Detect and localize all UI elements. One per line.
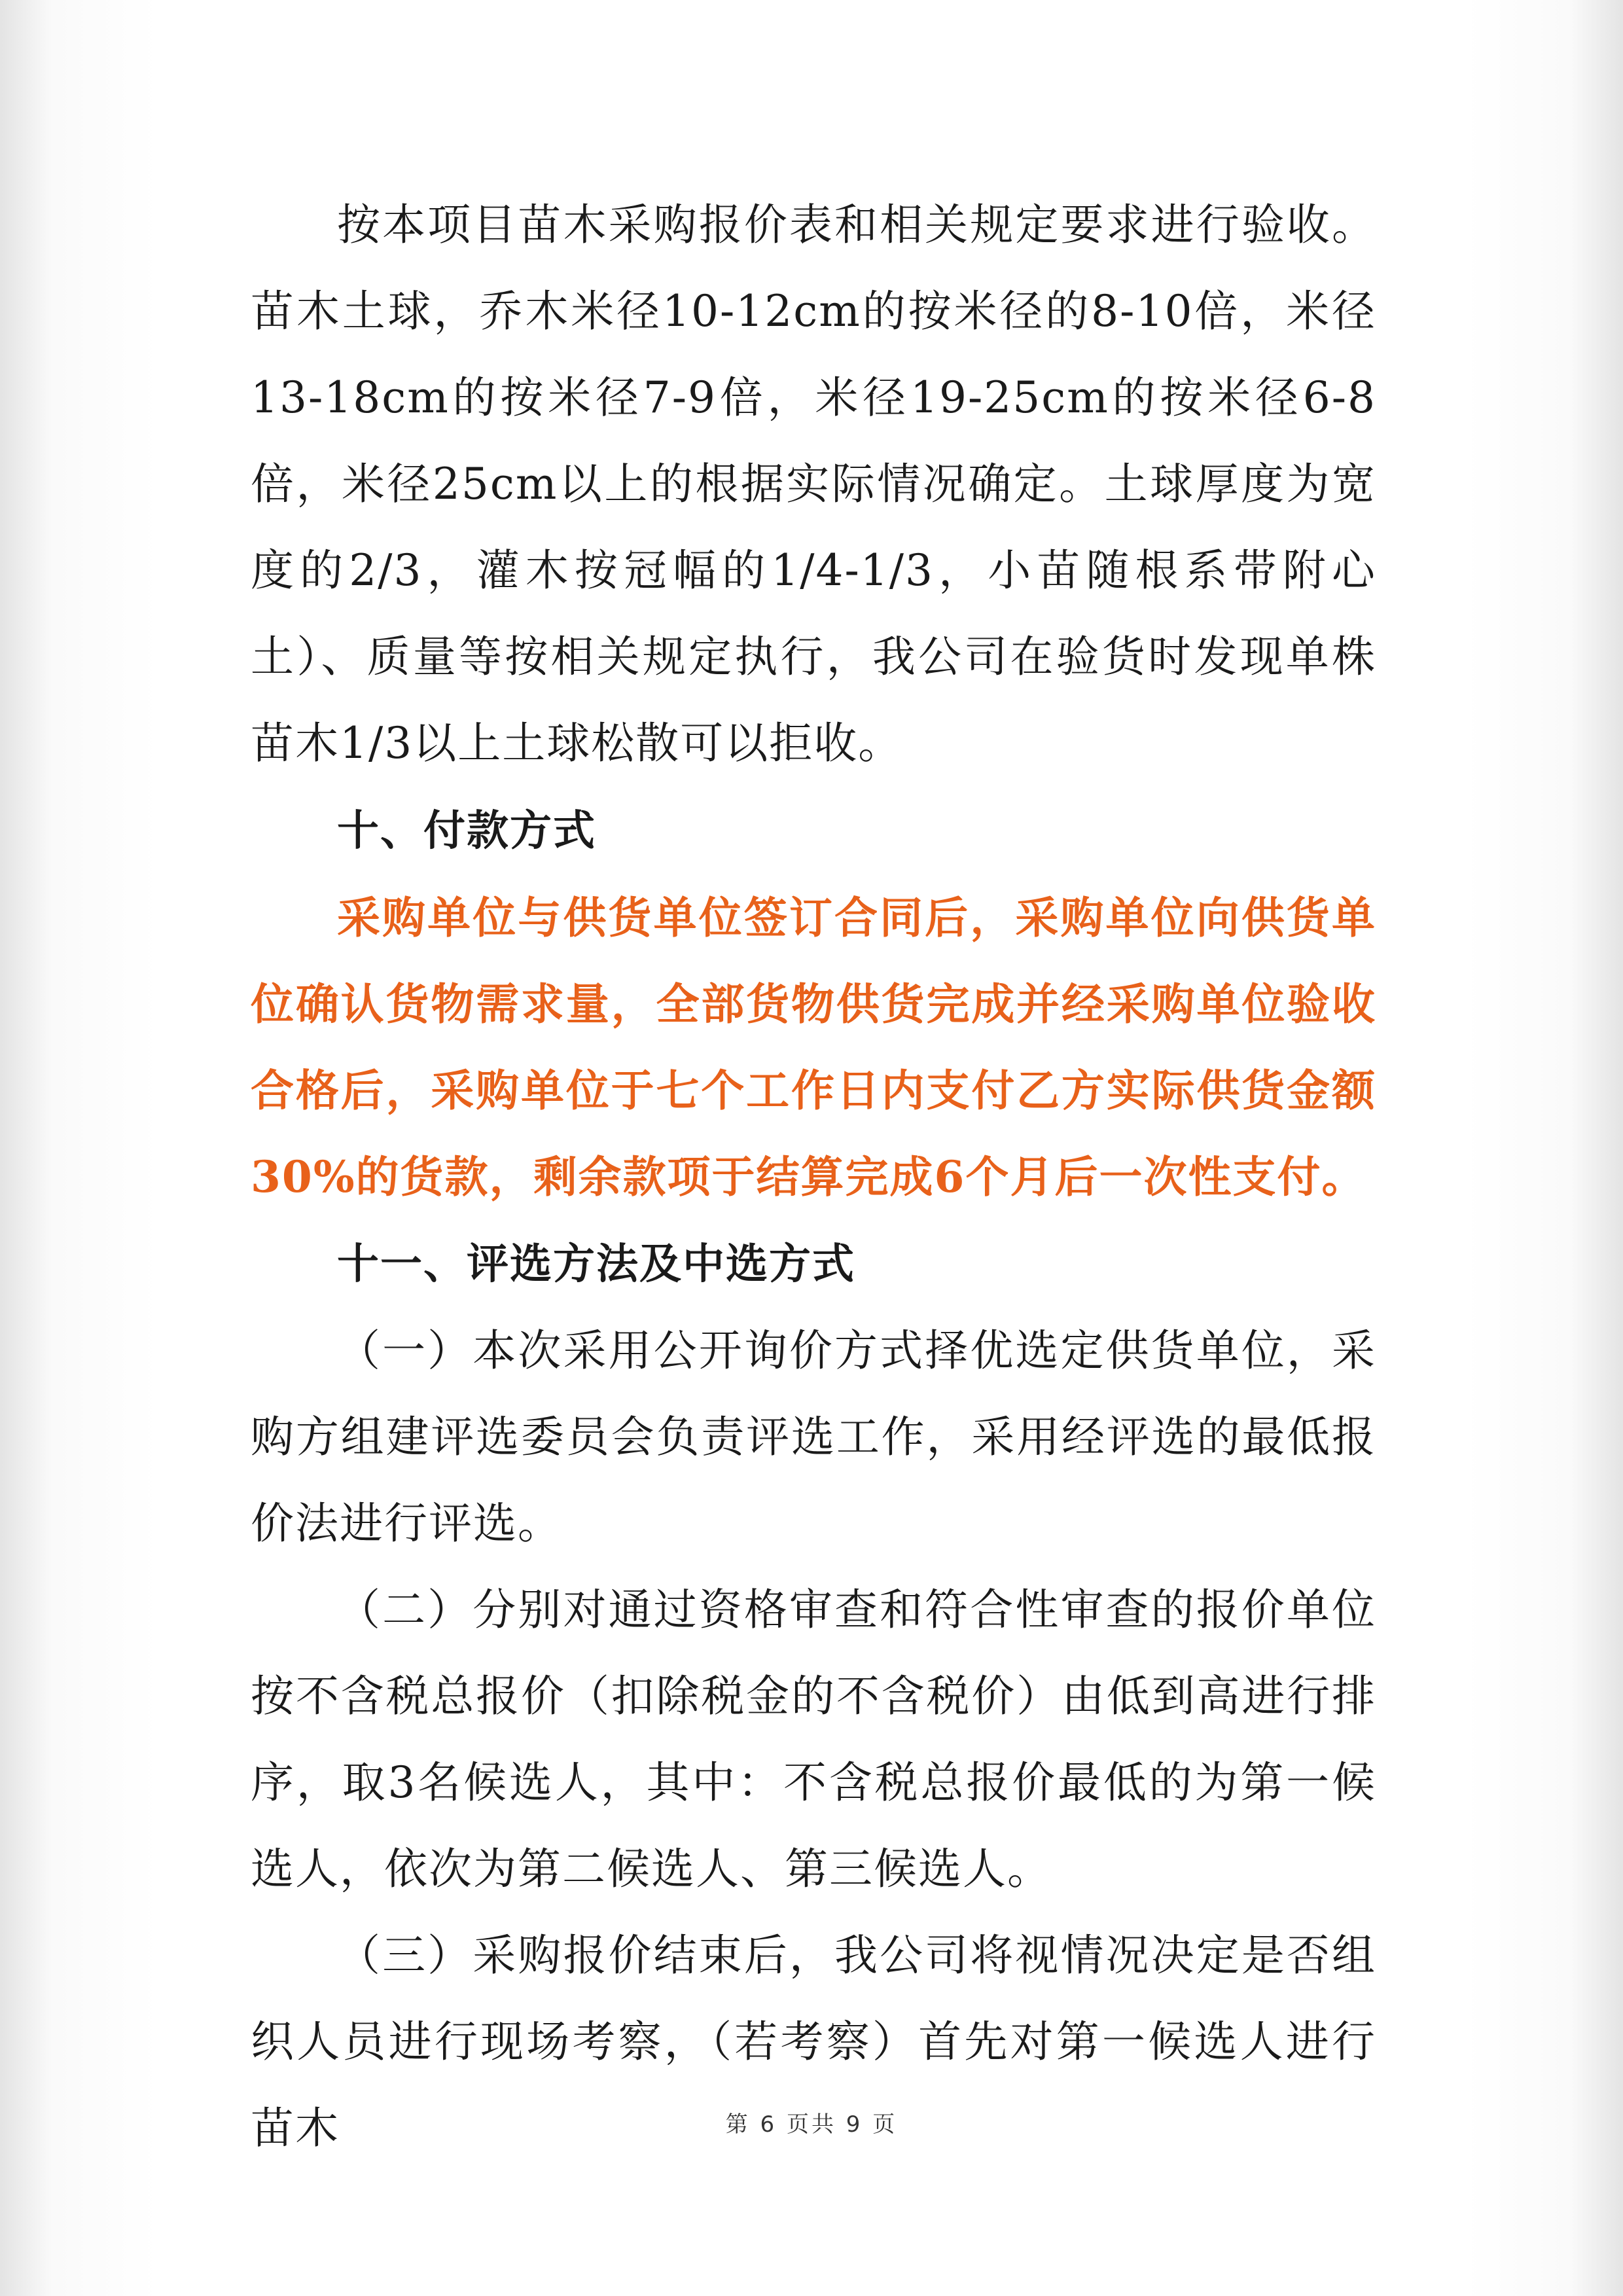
page-number-footer: 第 6 页共 9 页 xyxy=(725,2111,898,2138)
payment-terms-paragraph: 采购单位与供货单位签订合同后，采购单位向供货单位确认货物需求量，全部货物供货完成并经采购单位验收合格后，采购单位于七个工作日内支付乙方实际供货金额30%的货款，剩余款项于结算完成6个月后一次性支付。 xyxy=(251,892,1376,1202)
acceptance-paragraph: 按本项目苗木采购报价表和相关规定要求进行验收。苗木土球，乔木米径10-12cm的按米径的8-10倍，米径13-18cm的按米径7-9倍，米径19-25cm的按米径6-8倍，米径25cm以上的根据实际情况确定。土球厚度为宽度的2/3，灌木按冠幅的1/4-1/3，小苗随根系带附心土）、质量等按相关规定执行，我公司在验货时发现单株苗木1/3以上土球松散可以拒收。 xyxy=(251,200,1376,768)
evaluation-item-1: （一）本次采用公开询价方式择优选定供货单位，采购方组建评选委员会负责评选工作，采用经评选的最低报价法进行评选。 xyxy=(251,1325,1376,1549)
section-11-heading: 十一、评选方法及中选方式 xyxy=(337,1240,855,1289)
evaluation-item-3: （三）采购报价结束后，我公司将视情况决定是否组织人员进行现场考察，（若考察）首先对第一候选人进行苗木 xyxy=(251,1930,1376,2153)
evaluation-item-2: （二）分别对通过资格审查和符合性审查的报价单位按不含税总报价（扣除税金的不含税价）由低到高进行排序，取3名候选人，其中：不含税总报价最低的为第一候选人，依次为第二候选人、第三候选人。 xyxy=(251,1585,1376,1894)
document-body xyxy=(251,182,1376,2172)
section-10-heading: 十、付款方式 xyxy=(337,807,596,855)
